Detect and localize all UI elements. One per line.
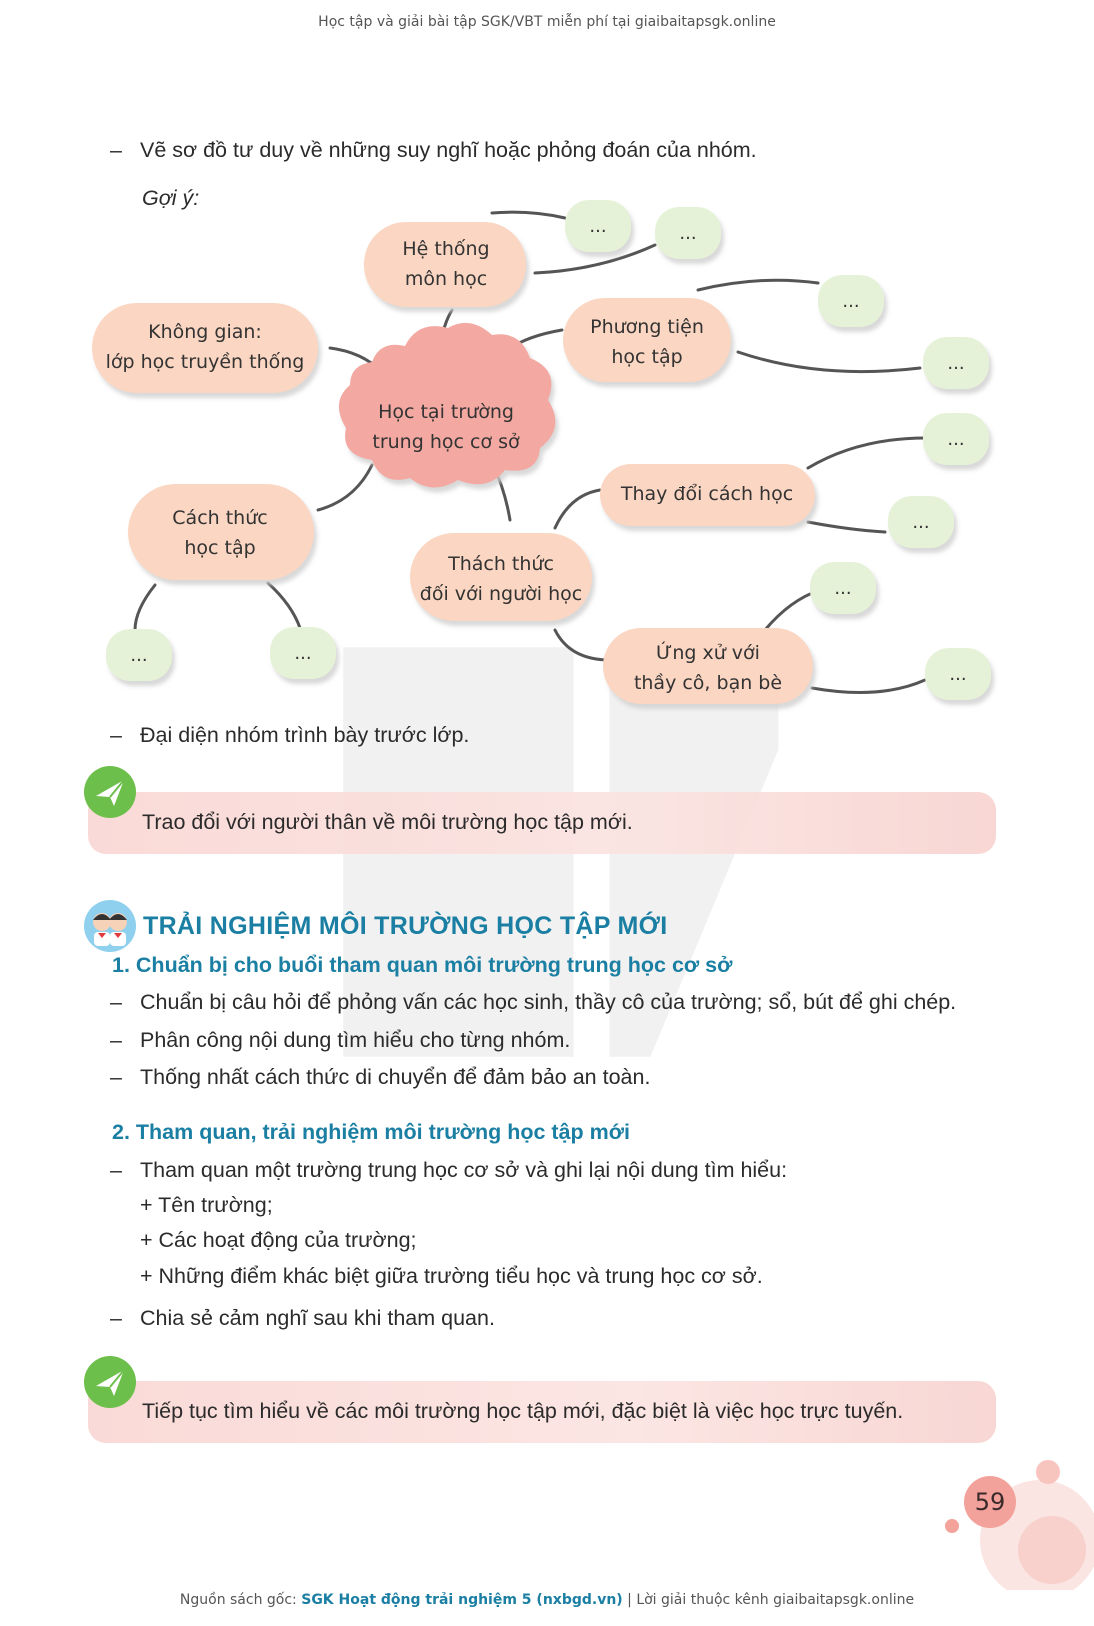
node-he-thong-shape [364,222,526,307]
section-title: TRẢI NGHIỆM MÔI TRƯỜNG HỌC TẬP MỚI [143,912,668,940]
node-thach-thuc-line2: đối với người học [419,583,583,605]
paper-plane-icon-2 [84,1356,136,1408]
dot-text-4: ... [947,353,965,374]
dot-text-8: ... [949,664,967,685]
link-cachthuc-dot2 [268,583,300,628]
link-thachthuc-ungxu [555,630,610,660]
link-hethong-dot1 [492,212,565,218]
node-thay-doi-text: Thay đổi cách học [620,483,794,505]
node-he-thong-line2: môn học [404,268,488,290]
page-footer: Nguồn sách gốc: SGK Hoạt động trải nghiệm 5 (nxbgd.vn) | Lời giải thuộc kênh giaibaitapsgk.online [179,1592,915,1608]
part2-heading: 2. Tham quan, trải nghiệm môi trường học tập mới [112,1120,630,1144]
part2-subitem-1: + Tên trường; [140,1193,273,1217]
mindmap-instruction: – Vẽ sơ đồ tư duy về những suy nghĩ hoặc phỏng đoán của nhóm. [110,138,757,162]
dot-text-10: ... [294,643,312,664]
page-header: Học tập và giải bài tập SGK/VBT miễn phí tại giaibaitapsgk.online [318,14,776,30]
node-thach-thuc-line1: Thách thức [448,553,554,575]
center-line-2: trung học cơ sở [372,431,520,453]
task-text-1: Trao đổi với người thân về môi trường học tập mới. [142,810,633,834]
part1-heading: 1. Chuẩn bị cho buổi tham quan môi trường trung học cơ sở [112,953,733,977]
node-khong-gian-shape [92,303,318,393]
link-thachthuc-thaydoi [555,490,600,528]
link-center-cachthuc [318,465,372,510]
dot-text-1: ... [589,216,607,237]
kids-icon [84,900,136,952]
node-cach-thuc-shape [128,484,314,580]
link-thaydoi-dot2 [808,522,885,532]
paper-plane-icon [84,766,136,818]
dot-text-2: ... [679,223,697,244]
node-ung-xu-line1: Ứng xử với [656,642,760,664]
part2-item-1: – Tham quan một trường trung học cơ sở và ghi lại nội dung tìm hiểu: [110,1158,788,1182]
dot-text-3: ... [842,291,860,312]
link-cachthuc-dot1 [135,585,155,630]
dot-text-6: ... [912,512,930,533]
node-khong-gian-line1: Không gian: [148,321,262,343]
node-phuong-tien-line1: Phương tiện [590,316,704,338]
node-cach-thuc-line2: học tập [184,537,256,559]
link-thaydoi-dot1 [808,438,930,468]
dot-text-9: ... [130,645,148,666]
link-ungxu-dot2 [812,680,925,693]
present-line: – Đại diện nhóm trình bày trước lớp. [110,723,470,747]
dot-text-7: ... [834,578,852,599]
node-ung-xu-line2: thầy cô, bạn bè [633,672,783,694]
part2-item-2: – Chia sẻ cảm nghĩ sau khi tham quan. [110,1306,495,1330]
center-line-1: Học tại trường [378,401,514,423]
hint-label: Gợi ý: [142,186,200,210]
link-phuongtien-dot2 [738,352,920,372]
node-phuong-tien-shape [563,298,731,382]
page-number: 59 [964,1476,1016,1528]
node-khong-gian-line2: lớp học truyền thống [105,351,305,373]
footer-source: SGK Hoạt động trải nghiệm 5 (nxbgd.vn) [301,1592,623,1608]
part2-subitem-3: + Những điểm khác biệt giữa trường tiểu học và trung học cơ sở. [140,1264,763,1288]
decor-circles [930,1450,1094,1590]
node-phuong-tien-line2: học tập [611,346,683,368]
node-cach-thuc-line1: Cách thức [172,507,268,529]
dot-text-5: ... [947,429,965,450]
part1-item-1: – Chuẩn bị câu hỏi để phỏng vấn các học sinh, thầy cô của trường; sổ, bút để ghi chép. [110,990,957,1014]
node-he-thong-line1: Hệ thống [402,238,490,260]
link-phuongtien-dot1 [698,280,818,290]
task-text-2: Tiếp tục tìm hiểu về các môi trường học tập mới, đặc biệt là việc học trực tuyến. [142,1399,904,1423]
part1-item-2: – Phân công nội dung tìm hiểu cho từng nhóm. [110,1028,571,1052]
part1-item-3: – Thống nhất cách thức di chuyển để đảm bảo an toàn. [110,1065,651,1089]
node-thach-thuc-shape [410,533,592,621]
part2-subitem-2: + Các hoạt động của trường; [140,1228,417,1252]
mindmap-diagram [0,0,1094,720]
